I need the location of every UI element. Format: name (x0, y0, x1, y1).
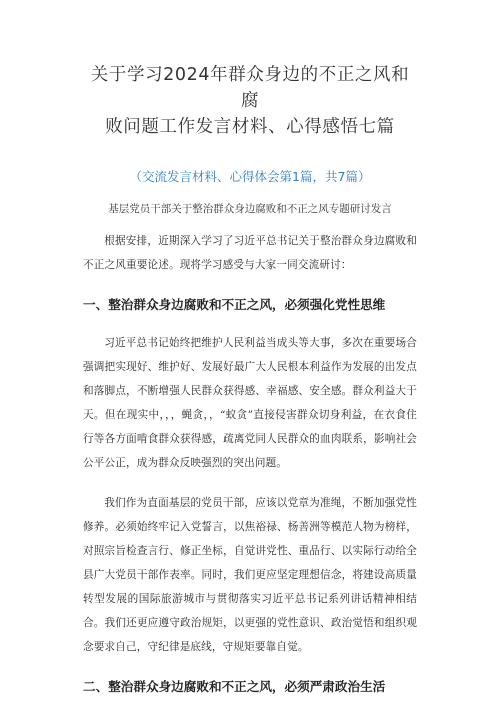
section-1-paragraph-2: 我们作为直面基层的党员干部，应该以党章为准绳，不断加强党性修养。必须始终牢记入党誓言，以焦裕禄、杨善洲等模范人物为榜样，对照宗旨检查言行、修正坐标，自觉讲党性、重品行、以实际行动给全县广大党员干部作表率。同时，我们更应坚定理想信念，将建设高质量转型发展的国际旅游城市与贯彻落实习近平总书记系列讲话精神相结合。我们还更应遵守政治规矩，以更强的党性意识、政治觉悟和组织观念要求自己，守纪律是底线，守规矩要靠自觉。 (83, 497, 417, 653)
title-line-1: 关于学习2024年群众身边的不正之风和腐 (90, 65, 410, 111)
section-1-heading: 一、整治群众身边腐败和不正之风，必须强化党性思维 (83, 297, 386, 312)
section-1-paragraph-1: 习近平总书记始终把维护人民利益当成头等大事，多次在重要场合强调把实现好、维护好、发展好最广大人民根本利益作为发展的出发点和落脚点，不断增强人民群众获得感、幸福感、安全感。群众利益大于天。但在现实中，，，蝇贪，，“蚁贪”直接侵害群众切身利益，在衣食住行等各方面啃食群众获得感，疏离党同人民群众的血肉联系，影响社会公平公正，成为群众反映强烈的突出问题。 (83, 337, 417, 469)
document-subtitle: （交流发言材料、心得体会第1篇，共7篇） (129, 169, 371, 184)
intro-paragraph: 根据安排，近期深入学习了习近平总书记关于整治群众身边腐败和不正之风重要论述。现将学习感受与大家一同交流研讨： (83, 235, 417, 271)
section-2-heading: 二、整治群众身边腐败和不正之风，必须严肃政治生活 (83, 679, 386, 694)
title-line-2: 败问题工作发言材料、心得感悟七篇 (105, 117, 395, 137)
document-title (83, 62, 417, 140)
speech-title: 基层党员干部关于整治群众身边腐败和不正之风专题研讨发言 (108, 203, 392, 215)
